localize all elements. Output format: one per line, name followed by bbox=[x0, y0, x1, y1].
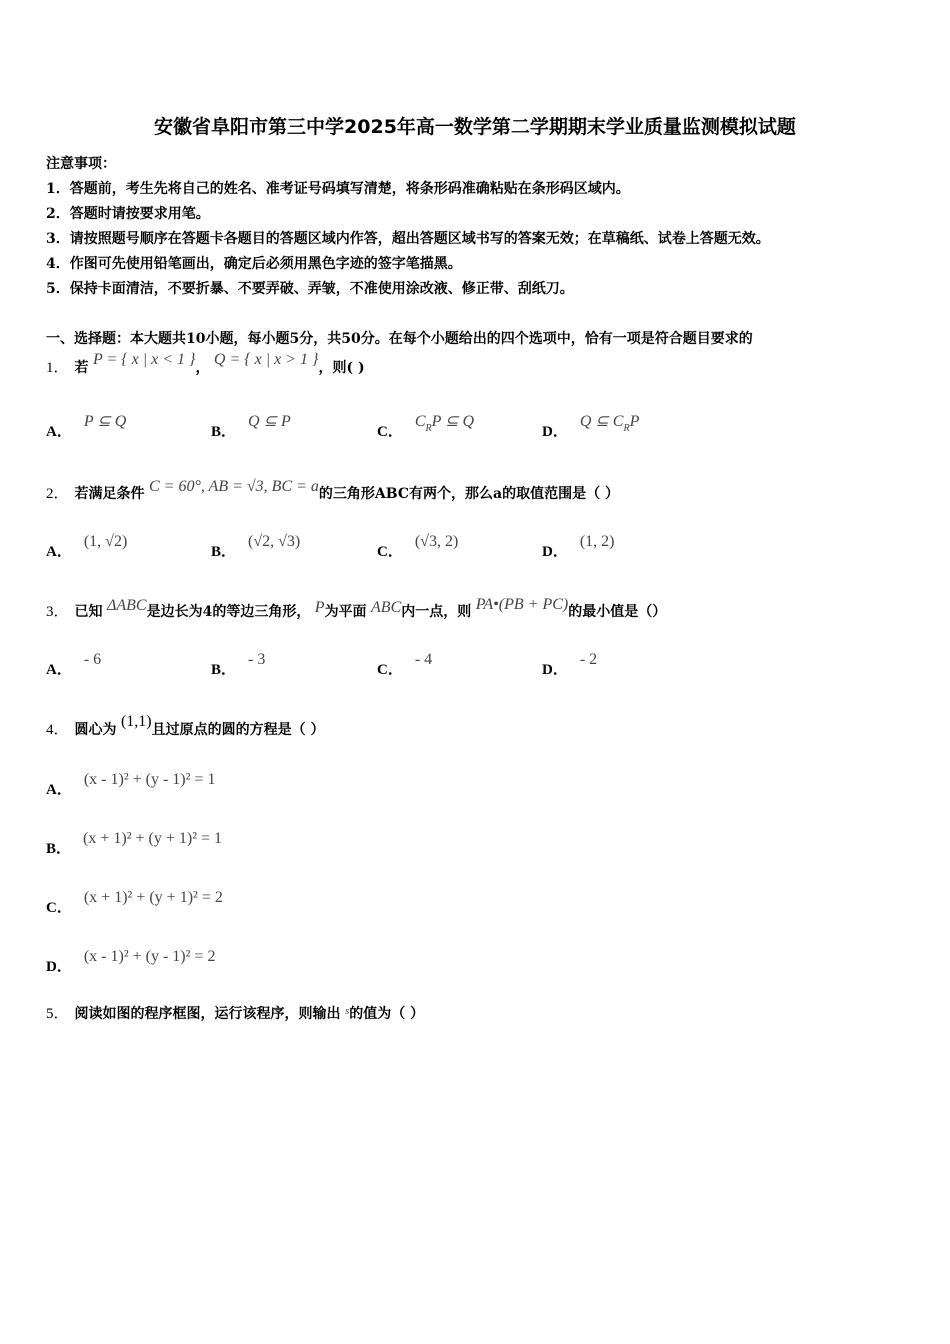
math-expression: P bbox=[314, 599, 325, 616]
notice-item-1: 1．答题前，考生先将自己的姓名、准考证号码填写清楚，将条形码准确粘贴在条形码区域内。 bbox=[46, 181, 630, 197]
option-label: B． bbox=[211, 424, 237, 440]
option-b[interactable] bbox=[211, 413, 291, 441]
option-label: A． bbox=[46, 662, 72, 678]
option-b[interactable] bbox=[211, 651, 266, 679]
math-expression: ΔABC bbox=[106, 597, 147, 614]
question-text: 内一点，则 bbox=[401, 604, 472, 620]
option-expression: (x + 1)² + (y + 1)² = 1 bbox=[83, 830, 223, 847]
option-expression: Q ⊆ P bbox=[248, 413, 291, 430]
question-5 bbox=[46, 1002, 424, 1023]
question-text: 圆心为 bbox=[74, 722, 117, 738]
option-expression: (√2, √3) bbox=[248, 533, 301, 550]
option-expression: C bbox=[414, 413, 426, 430]
option-label: D． bbox=[46, 959, 72, 975]
option-label: C． bbox=[46, 900, 72, 916]
notice-item-4: 4．作图可先使用铅笔画出，确定后必须用黑色字迹的签字笔描黑。 bbox=[46, 256, 462, 272]
option-a[interactable] bbox=[46, 651, 102, 679]
option-b[interactable] bbox=[211, 533, 301, 561]
notice-heading: 注意事项： bbox=[46, 156, 116, 172]
option-label: B． bbox=[46, 841, 72, 857]
option-label: A． bbox=[46, 544, 72, 560]
option-expression: (√3, 2) bbox=[414, 533, 459, 550]
option-expression: (x - 1)² + (y - 1)² = 1 bbox=[83, 771, 216, 788]
question-text: 阅读如图的程序框图，运行该程序，则输出 bbox=[74, 1006, 341, 1022]
option-label: C． bbox=[377, 424, 403, 440]
option-expression: - 6 bbox=[83, 651, 102, 668]
option-expression: - 4 bbox=[414, 651, 433, 668]
question-text: 且过原点的圆的方程是（ ） bbox=[151, 722, 325, 738]
option-d[interactable] bbox=[542, 533, 615, 561]
question-text: 是边长为4的等边三角形， bbox=[146, 604, 311, 620]
question-text: 的值为（ ） bbox=[349, 1006, 425, 1022]
option-d[interactable] bbox=[542, 651, 598, 679]
question-text: 的三角形ABC有两个，那么a的取值范围是（ ） bbox=[318, 486, 619, 502]
question-number: 4． bbox=[46, 722, 69, 738]
option-a[interactable] bbox=[46, 533, 128, 561]
option-label: C． bbox=[377, 544, 403, 560]
notice-item-2: 2．答题时请按要求用笔。 bbox=[46, 206, 210, 222]
option-expression: P ⊆ Q bbox=[431, 413, 475, 430]
subscript: R bbox=[425, 423, 432, 434]
section-heading: 一、选择题：本大题共10小题，每小题5分，共50分。在每个小题给出的四个选项中，恰有一项是符合题目要求的 bbox=[46, 331, 753, 347]
option-c[interactable] bbox=[46, 889, 223, 917]
question-text: 已知 bbox=[74, 604, 103, 620]
question-number: 2． bbox=[46, 486, 69, 502]
option-c[interactable] bbox=[377, 413, 475, 441]
question-text: 为平面 bbox=[324, 604, 367, 620]
question-1 bbox=[46, 351, 365, 377]
option-label: A． bbox=[46, 782, 72, 798]
option-d[interactable] bbox=[542, 413, 640, 441]
question-text: 的最小值是（） bbox=[568, 604, 667, 620]
option-expression: P bbox=[629, 413, 640, 430]
question-text: ， bbox=[195, 360, 210, 376]
option-d[interactable] bbox=[46, 948, 216, 976]
option-c[interactable] bbox=[377, 533, 459, 561]
option-c[interactable] bbox=[377, 651, 433, 679]
option-label: D． bbox=[542, 662, 568, 678]
notice-item-3: 3．请按照题号顺序在答题卡各题目的答题区域内作答，超出答题区域书写的答案无效；在草稿纸、试卷上答题无效。 bbox=[46, 231, 770, 247]
option-expression: (x - 1)² + (y - 1)² = 2 bbox=[83, 948, 216, 965]
question-3 bbox=[46, 596, 667, 621]
math-expression: s bbox=[344, 1005, 350, 1017]
option-expression: (1, 2) bbox=[579, 533, 615, 550]
notice-item-5: 5．保持卡面清洁，不要折暴、不要弄破、弄皱，不准使用涂改液、修正带、刮纸刀。 bbox=[46, 281, 574, 297]
option-label: B． bbox=[211, 662, 237, 678]
option-b[interactable] bbox=[46, 830, 223, 858]
question-4 bbox=[46, 713, 325, 739]
option-expression: - 3 bbox=[248, 651, 266, 668]
question-number: 5． bbox=[46, 1006, 69, 1022]
question-text: 若 bbox=[74, 360, 89, 376]
option-label: D． bbox=[542, 424, 568, 440]
page-title: 安徽省阜阳市第三中学2025年高一数学第二学期期末学业质量监测模拟试题 bbox=[154, 116, 796, 138]
math-expression: P = { x | x < 1 } bbox=[92, 351, 196, 368]
math-expression: Q = { x | x > 1 } bbox=[213, 351, 319, 368]
option-expression: Q ⊆ C bbox=[579, 413, 624, 430]
option-a[interactable] bbox=[46, 413, 127, 441]
math-expression: C = 60°, AB = √3, BC = a bbox=[148, 478, 319, 495]
math-expression: ABC bbox=[371, 599, 402, 616]
question-2 bbox=[46, 478, 619, 503]
option-expression: P ⊆ Q bbox=[83, 413, 127, 430]
option-label: C． bbox=[377, 662, 403, 678]
option-expression: (1, √2) bbox=[83, 533, 128, 550]
question-text: 若满足条件 bbox=[74, 486, 145, 502]
math-expression: PA•(PB + PC) bbox=[475, 596, 569, 613]
option-label: A． bbox=[46, 424, 72, 440]
option-label: D． bbox=[542, 544, 568, 560]
option-expression: (x + 1)² + (y + 1)² = 2 bbox=[83, 889, 223, 906]
option-label: B． bbox=[211, 544, 237, 560]
option-a[interactable] bbox=[46, 771, 216, 799]
question-text: ，则( ) bbox=[318, 360, 365, 376]
subscript: R bbox=[623, 423, 630, 434]
question-number: 3． bbox=[46, 604, 69, 620]
option-expression: - 2 bbox=[579, 651, 598, 668]
question-number: 1． bbox=[46, 360, 69, 376]
math-expression: (1,1) bbox=[120, 713, 152, 730]
